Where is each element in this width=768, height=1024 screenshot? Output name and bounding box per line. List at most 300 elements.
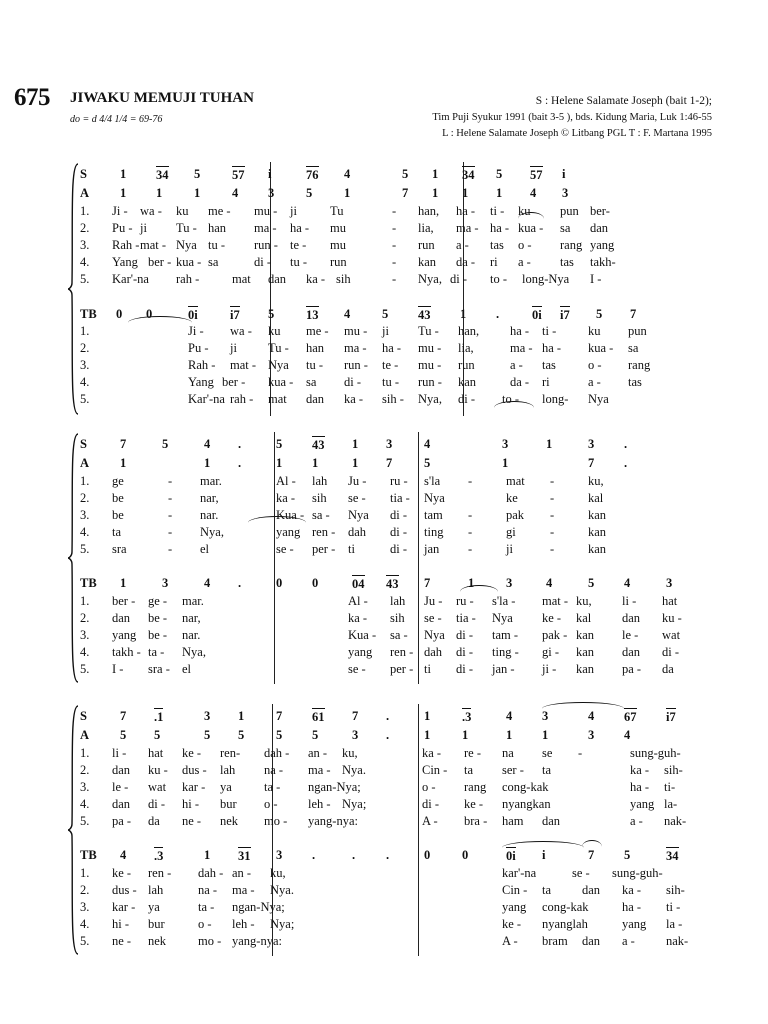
syllable: - <box>550 542 555 556</box>
note: 5 <box>276 728 283 742</box>
note: . <box>386 728 390 742</box>
slur <box>518 212 544 220</box>
slur <box>460 585 498 593</box>
syllable: dan <box>582 883 601 897</box>
syllable: Kar'-na <box>112 272 149 286</box>
syllable: - <box>168 491 173 505</box>
syllable: ti <box>348 542 355 556</box>
credit-source: Tim Puji Syukur 1991 (bait 3-5 ), bds. Kidung Maria, Luk 1:46-55 <box>432 112 712 123</box>
syllable: tia - <box>390 491 410 505</box>
verse-number: 3. <box>80 900 90 914</box>
verse-number: 1. <box>80 746 90 760</box>
verse-number: 3. <box>80 628 90 642</box>
note: . <box>312 848 316 862</box>
lyric-row <box>66 203 696 220</box>
page-title: JIWAKU MEMUJI TUHAN <box>70 90 254 106</box>
syllable: tia - <box>456 611 476 625</box>
voice-label: TB <box>80 848 97 862</box>
syllable: - <box>392 221 397 235</box>
slur <box>542 702 624 710</box>
credit-music: L : Helene Salamate Joseph © Litbang PGL T : F. Martana 1995 <box>442 128 712 139</box>
note: 5 <box>424 456 431 470</box>
syllable: rang <box>560 238 583 252</box>
syllable: cong-kak <box>502 780 549 794</box>
syllable: di - <box>390 525 408 539</box>
syllable: kal <box>576 611 592 625</box>
syllable: kar'-na <box>502 866 537 880</box>
syllable: dus - <box>112 883 137 897</box>
note: 34 <box>666 849 679 863</box>
syllable: lia, <box>458 341 474 355</box>
syllable: yang <box>112 628 137 642</box>
syllable: long-Nya <box>522 272 570 286</box>
syllable: wa - <box>140 204 162 218</box>
syllable: kan <box>458 375 477 389</box>
syllable: ke - <box>464 797 484 811</box>
note: 3 <box>276 848 283 862</box>
note: 5 <box>306 186 313 200</box>
note: 1 <box>352 456 359 470</box>
verse-number: 2. <box>80 341 90 355</box>
syllable: yang <box>348 645 373 659</box>
syllable: ku, <box>342 746 358 760</box>
syllable: Rah - <box>188 358 216 372</box>
voice-label: A <box>80 186 90 200</box>
syllable: Ji - <box>112 204 128 218</box>
syllable: mar. <box>182 594 204 608</box>
syllable: Ju - <box>424 594 443 608</box>
syllable: run <box>418 238 435 252</box>
syllable: Tu - <box>268 341 289 355</box>
lyric-row <box>66 610 696 627</box>
note: 1 <box>120 167 127 181</box>
note: 1 <box>502 456 509 470</box>
note: 1 <box>432 186 439 200</box>
note: 3 <box>162 576 169 590</box>
note: 0i <box>532 308 542 322</box>
verse-number: 3. <box>80 238 90 252</box>
note: 7 <box>276 709 283 723</box>
syllable: - <box>392 238 397 252</box>
syllable: re - <box>464 746 481 760</box>
syllable: ma - <box>232 883 255 897</box>
syllable: - <box>468 542 473 556</box>
lyric-row <box>66 813 696 830</box>
lyric-row <box>66 661 696 678</box>
note: 4 <box>204 437 211 451</box>
note: 5 <box>120 728 127 742</box>
syllable: kan <box>588 542 607 556</box>
notation-row <box>66 436 696 453</box>
note: 5 <box>312 728 319 742</box>
syllable: ti - <box>490 204 505 218</box>
note: 3 <box>666 576 673 590</box>
syllable: lah <box>148 883 164 897</box>
note: 34 <box>156 168 169 182</box>
note: . <box>386 709 390 723</box>
note: 3 <box>204 709 211 723</box>
syllable: mu <box>330 221 346 235</box>
slur <box>494 401 534 409</box>
verse-number: 1. <box>80 324 90 338</box>
syllable: dan <box>542 814 561 828</box>
syllable: o - <box>422 780 436 794</box>
syllable: rang <box>464 780 487 794</box>
syllable: rang <box>628 358 651 372</box>
syllable: lah <box>390 594 406 608</box>
syllable: ke - <box>542 611 562 625</box>
syllable: a - <box>518 255 531 269</box>
syllable: ji - <box>542 662 557 676</box>
note: 1 <box>238 709 245 723</box>
syllable: yang <box>590 238 615 252</box>
syllable: dan <box>582 934 601 948</box>
syllable: sung-guh- <box>612 866 663 880</box>
note: 1 <box>194 186 201 200</box>
syllable: be - <box>148 628 168 642</box>
voice-label: S <box>80 437 87 451</box>
syllable: Tu <box>330 204 344 218</box>
syllable: sih <box>312 491 327 505</box>
syllable: tu - <box>208 238 226 252</box>
syllable: nar, <box>200 491 219 505</box>
syllable: - <box>550 491 555 505</box>
note: 1 <box>506 728 513 742</box>
note: 4 <box>120 848 127 862</box>
verse-number: 1. <box>80 474 90 488</box>
syllable: ti - <box>666 900 681 914</box>
syllable: an - <box>308 746 328 760</box>
note: 3 <box>386 437 393 451</box>
syllable: sa <box>306 375 317 389</box>
note: 1 <box>344 186 351 200</box>
lyric-row <box>66 627 696 644</box>
syllable: run <box>330 255 347 269</box>
syllable: ne - <box>112 934 132 948</box>
syllable: cong-kak <box>542 900 589 914</box>
syllable: kua - <box>588 341 614 355</box>
syllable: lah <box>220 763 236 777</box>
note: 4 <box>344 307 351 321</box>
syllable: bra - <box>464 814 488 828</box>
syllable: - <box>168 542 173 556</box>
syllable: - <box>392 272 397 286</box>
syllable: di - <box>390 508 408 522</box>
syllable: Yang <box>112 255 138 269</box>
verse-number: 2. <box>80 491 90 505</box>
note: . <box>238 456 242 470</box>
page-number: 675 <box>14 84 50 111</box>
syllable: ren - <box>312 525 336 539</box>
syllable: te - <box>290 238 307 252</box>
note: 5 <box>268 307 275 321</box>
note: 7 <box>120 709 127 723</box>
syllable: ru - <box>390 474 408 488</box>
syllable: nek <box>220 814 239 828</box>
syllable: Tu - <box>176 221 197 235</box>
note: 43 <box>418 308 431 322</box>
note: . <box>352 848 356 862</box>
syllable: da - <box>510 375 530 389</box>
lyric-row <box>66 507 696 524</box>
note: 1 <box>312 456 319 470</box>
note: 1 <box>424 709 431 723</box>
syllable: Nya; <box>342 797 367 811</box>
note: 4 <box>344 167 351 181</box>
syllable: ji <box>506 542 513 556</box>
syllable: tas <box>542 358 556 372</box>
syllable: la- <box>664 797 678 811</box>
voice-label: A <box>80 728 90 742</box>
syllable: ji <box>230 341 237 355</box>
note: 3 <box>268 186 275 200</box>
syllable: di - <box>456 662 474 676</box>
note: 5 <box>154 728 161 742</box>
verse-number: 1. <box>80 204 90 218</box>
syllable: yang <box>630 797 655 811</box>
slur <box>128 316 192 324</box>
syllable: di - <box>148 797 166 811</box>
syllable: Al - <box>276 474 296 488</box>
syllable: ka - <box>276 491 296 505</box>
syllable: ta <box>464 763 474 777</box>
syllable: Nya <box>424 491 445 505</box>
note: 4 <box>624 728 631 742</box>
syllable: yang <box>502 900 527 914</box>
note: 0 <box>424 848 431 862</box>
syllable: nak- <box>666 934 689 948</box>
syllable: li - <box>112 746 127 760</box>
syllable: sih <box>336 272 351 286</box>
syllable: yang <box>276 525 301 539</box>
note: 1 <box>120 576 127 590</box>
syllable: nak- <box>664 814 687 828</box>
syllable: ting <box>424 525 444 539</box>
syllable: dah <box>424 645 443 659</box>
syllable: ber - <box>112 594 136 608</box>
syllable: Nya. <box>342 763 366 777</box>
note: . <box>624 437 628 451</box>
note: 7 <box>402 186 409 200</box>
syllable: Nya, <box>418 272 442 286</box>
syllable: di - <box>390 542 408 556</box>
syllable: Nya <box>348 508 369 522</box>
syllable: Nya, <box>182 645 206 659</box>
syllable: hi - <box>182 797 200 811</box>
syllable: ha - <box>382 341 402 355</box>
syllable: dah - <box>198 866 224 880</box>
notation-row <box>66 847 696 864</box>
verse-number: 2. <box>80 611 90 625</box>
note: 1 <box>204 848 211 862</box>
syllable: Nya <box>176 238 197 252</box>
syllable: rah - <box>230 392 254 406</box>
syllable: ke <box>506 491 518 505</box>
syllable: se - <box>424 611 442 625</box>
lyric-row <box>66 762 696 779</box>
note: i7 <box>666 710 676 724</box>
syllable: ya <box>148 900 160 914</box>
syllable: kan <box>588 508 607 522</box>
syllable: se <box>542 746 553 760</box>
syllable: na - <box>264 763 284 777</box>
syllable: tas <box>490 238 504 252</box>
syllable: sa <box>560 221 571 235</box>
score-system-2 <box>66 432 696 684</box>
syllable: leh - <box>232 917 255 931</box>
syllable: pun <box>560 204 579 218</box>
syllable: Pu - <box>188 341 209 355</box>
syllable: mu - <box>344 324 368 338</box>
syllable: ta <box>542 883 552 897</box>
syllable: ting - <box>492 645 519 659</box>
syllable: kan <box>418 255 437 269</box>
syllable: ma - <box>456 221 479 235</box>
syllable: ku <box>268 324 281 338</box>
syllable: mat - <box>230 358 257 372</box>
syllable: la - <box>666 917 683 931</box>
note: 1 <box>460 307 467 321</box>
lyric-row <box>66 254 696 271</box>
syllable: kal <box>588 491 604 505</box>
lyric-row <box>66 644 696 661</box>
verse-number: 5. <box>80 814 90 828</box>
syllable: takh- <box>590 255 616 269</box>
syllable: ha - <box>622 900 642 914</box>
note: 76 <box>306 168 319 182</box>
note: 1 <box>462 728 469 742</box>
verse-number: 5. <box>80 662 90 676</box>
syllable: kar - <box>112 900 136 914</box>
syllable: Nya, <box>200 525 224 539</box>
syllable: leh - <box>308 797 331 811</box>
syllable: sra <box>112 542 127 556</box>
syllable: dan <box>306 392 325 406</box>
syllable: na - <box>198 883 218 897</box>
syllable: ji <box>290 204 297 218</box>
lyric-row <box>66 541 696 558</box>
slur <box>502 841 584 849</box>
note: 0 <box>116 307 123 321</box>
syllable: ku, <box>576 594 592 608</box>
syllable: pun <box>628 324 647 338</box>
syllable: rah - <box>176 272 200 286</box>
syllable: me - <box>306 324 329 338</box>
note: 4 <box>204 576 211 590</box>
syllable: run - <box>254 238 278 252</box>
slur <box>248 516 306 524</box>
syllable: s'la - <box>492 594 516 608</box>
syllable: A - <box>422 814 438 828</box>
syllable: a - <box>588 375 601 389</box>
syllable: Nya <box>424 628 445 642</box>
syllable: sung-guh- <box>630 746 681 760</box>
syllable: ta - <box>198 900 215 914</box>
syllable: ngan-Nya; <box>232 900 285 914</box>
note: 4 <box>588 709 595 723</box>
syllable: ku - <box>148 763 168 777</box>
note: i7 <box>230 308 240 322</box>
syllable: - <box>468 474 473 488</box>
syllable: I - <box>590 272 602 286</box>
note: 4 <box>506 709 513 723</box>
note: 5 <box>162 437 169 451</box>
syllable: sih <box>390 611 405 625</box>
syllable: pak <box>506 508 525 522</box>
note: 3 <box>542 709 549 723</box>
syllable: kua - <box>268 375 294 389</box>
syllable: ta - <box>264 780 281 794</box>
syllable: o - <box>588 358 602 372</box>
note: 0 <box>312 576 319 590</box>
syllable: ma - <box>308 763 331 777</box>
note: 04 <box>352 577 365 591</box>
syllable: da <box>662 662 674 676</box>
score-system-1 <box>66 162 696 416</box>
syllable: di - <box>422 797 440 811</box>
lyric-row <box>66 323 696 340</box>
note: 1 <box>156 186 163 200</box>
syllable: ta <box>112 525 122 539</box>
syllable: - <box>550 508 555 522</box>
syllable: tam - <box>492 628 519 642</box>
syllable: nar. <box>200 508 219 522</box>
syllable: ha - <box>290 221 310 235</box>
syllable: s'la <box>424 474 441 488</box>
note: 1 <box>496 186 503 200</box>
syllable: dah - <box>264 746 290 760</box>
lyric-row <box>66 593 696 610</box>
syllable: ji <box>140 221 147 235</box>
syllable: sa <box>208 255 219 269</box>
syllable: per - <box>390 662 414 676</box>
syllable: lia, <box>418 221 434 235</box>
note: 5 <box>588 576 595 590</box>
syllable: - <box>550 474 555 488</box>
syllable: nek <box>148 934 167 948</box>
syllable: tas <box>628 375 642 389</box>
syllable: ku <box>176 204 189 218</box>
syllable: di - <box>456 628 474 642</box>
verse-number: 2. <box>80 763 90 777</box>
note: 5 <box>402 167 409 181</box>
verse-number: 5. <box>80 934 90 948</box>
verse-number: 2. <box>80 221 90 235</box>
lyric-row <box>66 374 696 391</box>
notation-row <box>66 575 696 592</box>
syllable: pa - <box>622 662 642 676</box>
syllable: pak - <box>542 628 568 642</box>
notation-row <box>66 166 696 183</box>
verse-number: 5. <box>80 272 90 286</box>
note: 1 <box>468 576 475 590</box>
syllable: - <box>392 204 397 218</box>
syllable: sra - <box>148 662 170 676</box>
note: i <box>268 167 272 181</box>
syllable: Tu - <box>418 324 439 338</box>
syllable: han, <box>458 324 480 338</box>
lyric-row <box>66 933 696 950</box>
syllable: bur <box>220 797 237 811</box>
note: 5 <box>496 167 503 181</box>
syllable: dan <box>590 221 609 235</box>
syllable: I - <box>112 662 124 676</box>
syllable: nyanglah <box>542 917 588 931</box>
syllable: ka - <box>306 272 326 286</box>
credit-lyrics: S : Helene Salamate Joseph (bait 1-2); <box>535 95 712 107</box>
syllable: ge - <box>148 594 168 608</box>
syllable: ka - <box>422 746 442 760</box>
